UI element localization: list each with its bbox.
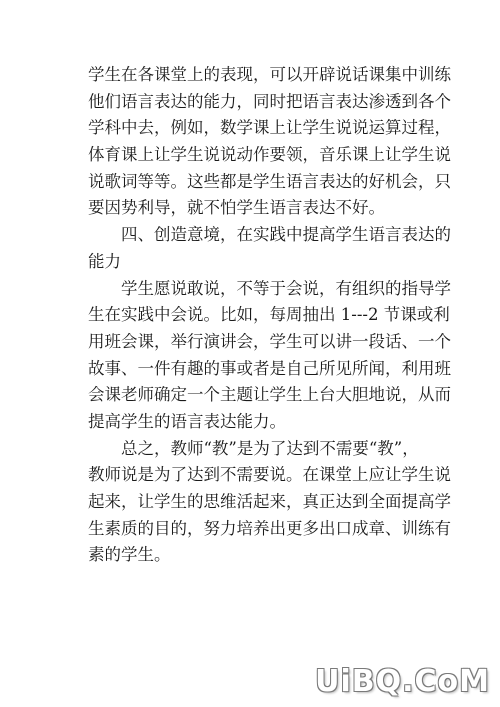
text-line: 会课老师确定一个主题让学生上台大胆地说，从而 — [88, 385, 451, 405]
text-line: 他们语言表达的能力，同时把语言表达渗透到各个 — [88, 91, 451, 111]
watermark-logo: UiBQ.CoM — [315, 664, 490, 699]
text-line: 学科中去，例如，数学课上让学生说说运算过程， — [88, 118, 451, 138]
text-line: 素的学生。 — [88, 545, 171, 565]
text-line: 用班会课，举行演讲会，学生可以讲一段话、一个 — [88, 331, 451, 351]
text-line: 总之，教师“教”是为了达到不需要“教”， — [121, 438, 419, 458]
text-line: 学生愿说敢说，不等于会说，有组织的指导学 — [121, 278, 451, 298]
text-line: 生在实践中会说。比如，每周抽出 1---2 节课或利 — [88, 305, 450, 325]
text-line: 要因势利导，就不怕学生语言表达不好。 — [88, 198, 385, 218]
text-line: 能力 — [88, 251, 121, 271]
text-line: 说歌词等等。这些都是学生语言表达的好机会，只 — [88, 171, 451, 191]
text-line: 教师说是为了达到不需要说。在课堂上应让学生说 — [88, 465, 451, 485]
text-line: 生素质的目的，努力培养出更多出口成章、训练有 — [88, 518, 451, 538]
text-line: 学生在各课堂上的表现，可以开辟说话课集中训练 — [88, 65, 451, 84]
text-line: 四、创造意境，在实践中提高学生语言表达的 — [121, 225, 451, 245]
text-line: 提高学生的语言表达能力。 — [88, 411, 286, 431]
text-line: 故事、一件有趣的事或者是自己所见所闻，利用班 — [88, 358, 451, 378]
text-line: 体育课上让学生说说动作要领，音乐课上让学生说 — [88, 145, 451, 165]
body-text — [88, 62, 451, 569]
text-line: 起来，让学生的思维活起来，真正达到全面提高学 — [88, 492, 451, 511]
